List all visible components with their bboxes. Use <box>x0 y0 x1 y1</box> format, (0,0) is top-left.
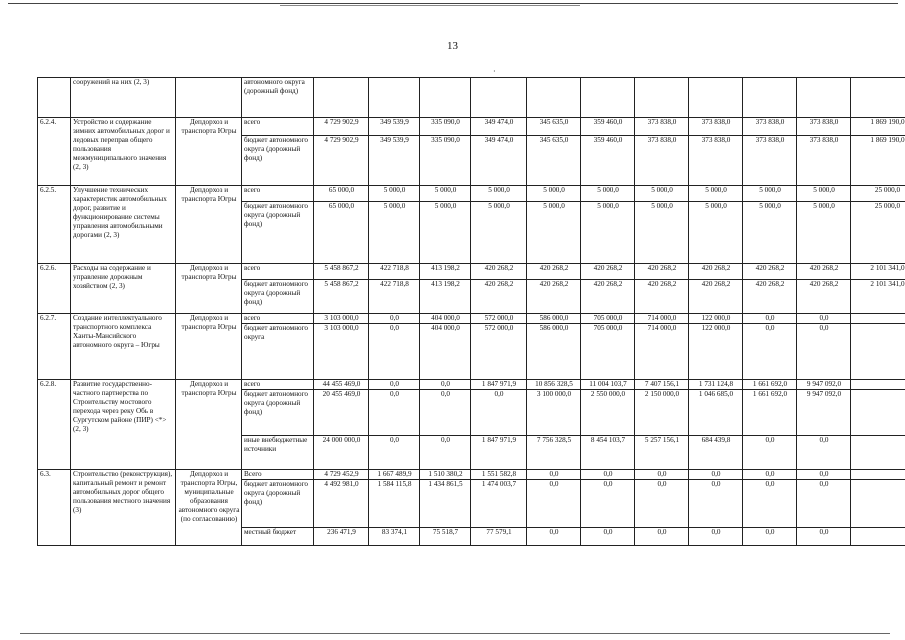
funding-source: всего <box>242 186 314 202</box>
value-cell: 705 000,0 <box>581 314 635 324</box>
value-cell: 420 268,2 <box>635 264 689 280</box>
value-cell: 0,0 <box>797 324 851 380</box>
table-row <box>38 314 905 324</box>
executor: Депдорхоз и транспорта Югры <box>176 314 242 380</box>
value-cell <box>851 480 905 528</box>
executor: Депдорхоз и транспорта Югры <box>176 118 242 186</box>
value-cell <box>851 78 905 118</box>
value-cell <box>581 78 635 118</box>
value-cell: 77 579,1 <box>471 528 527 546</box>
value-cell: 0,0 <box>743 314 797 324</box>
value-cell: 4 729 452,9 <box>314 470 369 480</box>
value-cell: 236 471,9 <box>314 528 369 546</box>
value-cell <box>689 78 743 118</box>
funding-source: иные внебюджетные источники <box>242 436 314 470</box>
value-cell: 373 838,0 <box>635 118 689 136</box>
value-cell: 359 460,0 <box>581 118 635 136</box>
value-cell: 359 460,0 <box>581 136 635 186</box>
value-cell: 1 584 115,8 <box>369 480 420 528</box>
value-cell: 572 000,0 <box>471 324 527 380</box>
value-cell: 83 374,1 <box>369 528 420 546</box>
value-cell: 0,0 <box>420 380 471 390</box>
value-cell: 5 000,0 <box>527 202 581 264</box>
value-cell: 10 856 328,5 <box>527 380 581 390</box>
bottom-rule <box>20 633 890 634</box>
value-cell: 349 474,0 <box>471 118 527 136</box>
value-cell: 0,0 <box>420 390 471 436</box>
funding-source: местный бюджет <box>242 528 314 546</box>
value-cell: 420 268,2 <box>471 264 527 280</box>
funding-source: бюджет автономного округа <box>242 324 314 380</box>
value-cell: 0,0 <box>471 390 527 436</box>
value-cell: 422 718,8 <box>369 280 420 314</box>
row-number: 6.2.4. <box>38 118 71 186</box>
value-cell <box>314 78 369 118</box>
value-cell: 24 000 000,0 <box>314 436 369 470</box>
value-cell: 5 000,0 <box>743 202 797 264</box>
value-cell: 1 510 380,2 <box>420 470 471 480</box>
value-cell <box>851 324 905 380</box>
value-cell: 7 407 156,1 <box>635 380 689 390</box>
value-cell: 0,0 <box>797 480 851 528</box>
table-row <box>38 264 905 280</box>
value-cell: 345 635,0 <box>527 118 581 136</box>
value-cell: 5 000,0 <box>635 202 689 264</box>
value-cell: 9 947 092,0 <box>797 390 851 436</box>
value-cell: 1 661 692,0 <box>743 390 797 436</box>
value-cell <box>797 78 851 118</box>
value-cell: 5 000,0 <box>581 202 635 264</box>
funding-source: всего <box>242 380 314 390</box>
value-cell: 20 455 469,0 <box>314 390 369 436</box>
value-cell: 5 000,0 <box>689 186 743 202</box>
value-cell: 2 150 000,0 <box>635 390 689 436</box>
value-cell: 2 101 341,0 <box>851 264 905 280</box>
value-cell: 0,0 <box>369 324 420 380</box>
value-cell: 2 101 341,0 <box>851 280 905 314</box>
value-cell: 1 869 190,0 <box>851 136 905 186</box>
value-cell: 714 000,0 <box>635 314 689 324</box>
funding-source: всего <box>242 264 314 280</box>
funding-source: бюджет автономного округа (дорожный фонд) <box>242 202 314 264</box>
funding-source: бюджет автономного округа (дорожный фонд) <box>242 390 314 436</box>
value-cell: 373 838,0 <box>797 118 851 136</box>
value-cell: 1 847 971,9 <box>471 436 527 470</box>
value-cell: 5 000,0 <box>369 202 420 264</box>
value-cell: 714 000,0 <box>635 324 689 380</box>
value-cell: 0,0 <box>369 380 420 390</box>
value-cell: 5 000,0 <box>635 186 689 202</box>
value-cell: 0,0 <box>420 436 471 470</box>
row-number: 6.2.7. <box>38 314 71 380</box>
value-cell: 4 729 902,9 <box>314 136 369 186</box>
value-cell <box>743 78 797 118</box>
value-cell: 572 000,0 <box>471 314 527 324</box>
row-number: 6.2.5. <box>38 186 71 264</box>
value-cell <box>369 78 420 118</box>
value-cell: 75 518,7 <box>420 528 471 546</box>
table-row <box>38 380 905 390</box>
funding-source: бюджет автономного округа (дорожный фонд) <box>242 480 314 528</box>
value-cell: 5 000,0 <box>369 186 420 202</box>
activity-name: Создание интеллектуального транспортного комплекса Ханты-Мансийского автономного округа – Югры <box>71 314 176 380</box>
table-row <box>38 118 905 136</box>
value-cell: 349 474,0 <box>471 136 527 186</box>
value-cell: 8 454 103,7 <box>581 436 635 470</box>
value-cell: 3 103 000,0 <box>314 314 369 324</box>
row-number: 6.2.6. <box>38 264 71 314</box>
value-cell: 0,0 <box>743 470 797 480</box>
value-cell: 373 838,0 <box>689 136 743 186</box>
value-cell: 420 268,2 <box>743 264 797 280</box>
value-cell: 9 947 092,0 <box>797 380 851 390</box>
executor: Депдорхоз и транспорта Югры <box>176 380 242 470</box>
value-cell: 5 000,0 <box>581 186 635 202</box>
value-cell: 5 458 867,2 <box>314 280 369 314</box>
activity-name: Строительство (реконструкция), капитальный ремонт и ремонт автомобильных дорог общего пользования местного значения (3) <box>71 470 176 546</box>
value-cell: 413 198,2 <box>420 264 471 280</box>
value-cell: 1 551 582,8 <box>471 470 527 480</box>
value-cell: 0,0 <box>743 436 797 470</box>
top-rule-secondary <box>280 5 580 6</box>
value-cell: 420 268,2 <box>743 280 797 314</box>
funding-source: всего <box>242 118 314 136</box>
row-number: 6.2.8. <box>38 380 71 470</box>
value-cell: 420 268,2 <box>689 280 743 314</box>
value-cell: 349 539,9 <box>369 118 420 136</box>
value-cell: 0,0 <box>743 324 797 380</box>
value-cell: 1 667 489,9 <box>369 470 420 480</box>
value-cell: 335 090,0 <box>420 118 471 136</box>
value-cell: 0,0 <box>689 480 743 528</box>
value-cell: 0,0 <box>581 528 635 546</box>
value-cell: 4 492 981,0 <box>314 480 369 528</box>
value-cell: 5 000,0 <box>420 186 471 202</box>
value-cell: 0,0 <box>581 470 635 480</box>
value-cell <box>635 78 689 118</box>
value-cell: 1 731 124,8 <box>689 380 743 390</box>
budget-table <box>37 77 905 546</box>
table-row <box>38 78 905 118</box>
value-cell: 586 000,0 <box>527 314 581 324</box>
value-cell: 373 838,0 <box>689 118 743 136</box>
table-row <box>38 470 905 480</box>
value-cell: 65 000,0 <box>314 202 369 264</box>
value-cell: 65 000,0 <box>314 186 369 202</box>
value-cell: 1 474 003,7 <box>471 480 527 528</box>
value-cell: 1 847 971,9 <box>471 380 527 390</box>
value-cell: 0,0 <box>689 470 743 480</box>
activity-name: Расходы на содержание и управление дорожным хозяйством (2, 3) <box>71 264 176 314</box>
activity-name: Развитие государственно-частного партнерства по Строительству мостового перехода через реку Обь в Сургутском районе (ПИР) <*> (2, 3) <box>71 380 176 470</box>
value-cell <box>851 436 905 470</box>
value-cell: 373 838,0 <box>797 136 851 186</box>
value-cell: 373 838,0 <box>743 136 797 186</box>
value-cell: 373 838,0 <box>635 136 689 186</box>
value-cell: 1 046 685,0 <box>689 390 743 436</box>
value-cell: 0,0 <box>797 314 851 324</box>
value-cell: 2 550 000,0 <box>581 390 635 436</box>
value-cell: 0,0 <box>635 480 689 528</box>
value-cell: 5 000,0 <box>527 186 581 202</box>
table-row <box>38 186 905 202</box>
value-cell: 3 103 000,0 <box>314 324 369 380</box>
value-cell: 0,0 <box>743 480 797 528</box>
value-cell: 413 198,2 <box>420 280 471 314</box>
value-cell: 5 000,0 <box>471 186 527 202</box>
value-cell: 420 268,2 <box>527 280 581 314</box>
value-cell: 5 000,0 <box>743 186 797 202</box>
value-cell: 0,0 <box>527 528 581 546</box>
dot-mark: · <box>493 67 496 76</box>
value-cell: 0,0 <box>369 390 420 436</box>
value-cell: 1 434 861,5 <box>420 480 471 528</box>
value-cell: 345 635,0 <box>527 136 581 186</box>
value-cell: 25 000,0 <box>851 186 905 202</box>
value-cell: 0,0 <box>797 470 851 480</box>
activity-name: Улучшение технических характеристик автомобильных дорог, развитие и функционирование системы управления автомобильными дорогами (2, 3) <box>71 186 176 264</box>
value-cell <box>851 470 905 480</box>
value-cell: 420 268,2 <box>471 280 527 314</box>
value-cell: 0,0 <box>635 528 689 546</box>
top-rule <box>8 3 898 4</box>
value-cell: 422 718,8 <box>369 264 420 280</box>
funding-source: автономного округа (дорожный фонд) <box>242 78 314 118</box>
row-number <box>38 78 71 118</box>
value-cell: 0,0 <box>581 480 635 528</box>
value-cell: 1 661 692,0 <box>743 380 797 390</box>
value-cell: 586 000,0 <box>527 324 581 380</box>
value-cell: 0,0 <box>797 436 851 470</box>
value-cell: 684 439,8 <box>689 436 743 470</box>
value-cell: 404 000,0 <box>420 324 471 380</box>
value-cell: 5 458 867,2 <box>314 264 369 280</box>
executor: Депдорхоз и транспорта Югры, муниципальные образования автономного округа (по согласованию) <box>176 470 242 546</box>
value-cell: 5 000,0 <box>797 202 851 264</box>
value-cell: 0,0 <box>369 314 420 324</box>
value-cell: 25 000,0 <box>851 202 905 264</box>
value-cell: 0,0 <box>743 528 797 546</box>
value-cell: 7 756 328,5 <box>527 436 581 470</box>
value-cell: 3 100 000,0 <box>527 390 581 436</box>
executor <box>176 78 242 118</box>
value-cell: 420 268,2 <box>689 264 743 280</box>
value-cell: 5 000,0 <box>420 202 471 264</box>
value-cell: 0,0 <box>635 470 689 480</box>
value-cell: 420 268,2 <box>527 264 581 280</box>
value-cell <box>527 78 581 118</box>
value-cell <box>851 528 905 546</box>
value-cell: 420 268,2 <box>797 280 851 314</box>
row-number: 6.3. <box>38 470 71 546</box>
activity-name: сооружений на них (2, 3) <box>71 78 176 118</box>
value-cell: 5 000,0 <box>471 202 527 264</box>
value-cell: 420 268,2 <box>581 280 635 314</box>
value-cell <box>851 390 905 436</box>
value-cell: 349 539,9 <box>369 136 420 186</box>
value-cell: 5 257 156,1 <box>635 436 689 470</box>
value-cell: 420 268,2 <box>581 264 635 280</box>
value-cell: 0,0 <box>369 436 420 470</box>
value-cell: 0,0 <box>689 528 743 546</box>
activity-name: Устройство и содержание зимних автомобильных дорог и ледовых переправ общего пользования межмуниципального значения (2, 3) <box>71 118 176 186</box>
value-cell: 0,0 <box>527 480 581 528</box>
value-cell: 0,0 <box>797 528 851 546</box>
value-cell: 0,0 <box>527 470 581 480</box>
funding-source: бюджет автономного округа (дорожный фонд) <box>242 280 314 314</box>
value-cell: 1 869 190,0 <box>851 118 905 136</box>
value-cell: 5 000,0 <box>797 186 851 202</box>
value-cell: 335 090,0 <box>420 136 471 186</box>
value-cell: 420 268,2 <box>797 264 851 280</box>
value-cell <box>471 78 527 118</box>
value-cell: 705 000,0 <box>581 324 635 380</box>
funding-source: Всего <box>242 470 314 480</box>
value-cell: 44 455 469,0 <box>314 380 369 390</box>
value-cell <box>851 380 905 390</box>
value-cell: 404 000,0 <box>420 314 471 324</box>
executor: Депдорхоз и транспорта Югры <box>176 264 242 314</box>
value-cell <box>851 314 905 324</box>
funding-source: бюджет автономного округа (дорожный фонд) <box>242 136 314 186</box>
value-cell: 4 729 902,9 <box>314 118 369 136</box>
value-cell <box>420 78 471 118</box>
funding-source: всего <box>242 314 314 324</box>
value-cell: 5 000,0 <box>689 202 743 264</box>
value-cell: 122 000,0 <box>689 324 743 380</box>
page-number: 13 <box>447 40 458 52</box>
executor: Депдорхоз и транспорта Югры <box>176 186 242 264</box>
value-cell: 373 838,0 <box>743 118 797 136</box>
value-cell: 420 268,2 <box>635 280 689 314</box>
value-cell: 11 004 103,7 <box>581 380 635 390</box>
value-cell: 122 000,0 <box>689 314 743 324</box>
